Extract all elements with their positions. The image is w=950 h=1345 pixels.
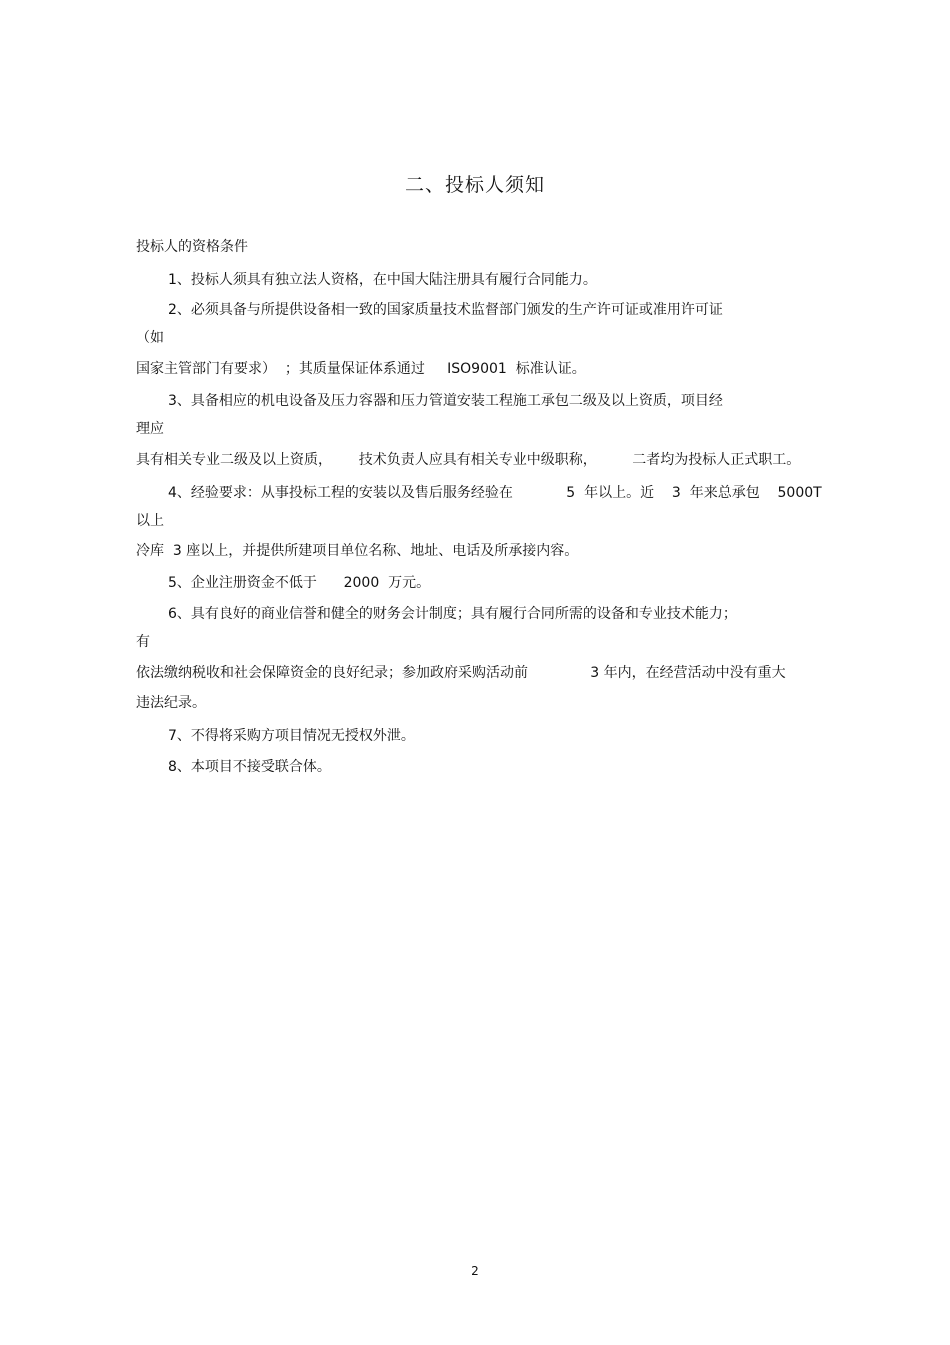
paragraph-line: 有: [136, 634, 150, 650]
paragraph-line: 理应: [136, 421, 164, 437]
page-number: 2: [471, 1264, 479, 1278]
paragraph-line: 5、企业注册资金不低于 2000 万元。: [168, 575, 431, 591]
paragraph-line: 1、投标人须具有独立法人资格，在中国大陆注册具有履行合同能力。: [168, 272, 597, 288]
paragraph-line: 冷库 3 座以上，并提供所建项目单位名称、地址、电话及所承接内容。: [136, 543, 579, 559]
paragraph-line: 8、本项目不接受联合体。: [168, 759, 331, 775]
paragraph-line: 具有相关专业二级及以上资质， 技术负责人应具有相关专业中级职称， 二者均为投标人正式职工。: [136, 452, 801, 468]
paragraph-line: 2、必须具备与所提供设备相一致的国家质量技术监督部门颁发的生产许可证或准用许可证: [168, 302, 723, 318]
paragraph-line: 3、具备相应的机电设备及压力容器和压力管道安装工程施工承包二级及以上资质，项目经: [168, 393, 723, 409]
page-title: 二、投标人须知: [404, 174, 545, 196]
paragraph-line: 国家主管部门有要求） ；其质量保证体系通过 ISO9001 标准认证。: [136, 361, 586, 377]
paragraph-line: 依法缴纳税收和社会保障资金的良好纪录；参加政府采购活动前 3 年内，在经营活动中没有重大: [136, 665, 786, 681]
paragraph-line: 以上: [136, 513, 164, 529]
paragraph-line: 4、经验要求：从事投标工程的安装以及售后服务经验在 5 年以上。近 3 年来总承包 5000T: [168, 485, 822, 501]
section-heading: 投标人的资格条件: [136, 239, 248, 255]
paragraph-line: 7、不得将采购方项目情况无授权外泄。: [168, 728, 415, 744]
paragraph-line: 违法纪录。: [136, 695, 206, 711]
paragraph-line: 6、具有良好的商业信誉和健全的财务会计制度；具有履行合同所需的设备和专业技术能力；: [168, 606, 737, 622]
paragraph-line: （如: [136, 330, 164, 346]
